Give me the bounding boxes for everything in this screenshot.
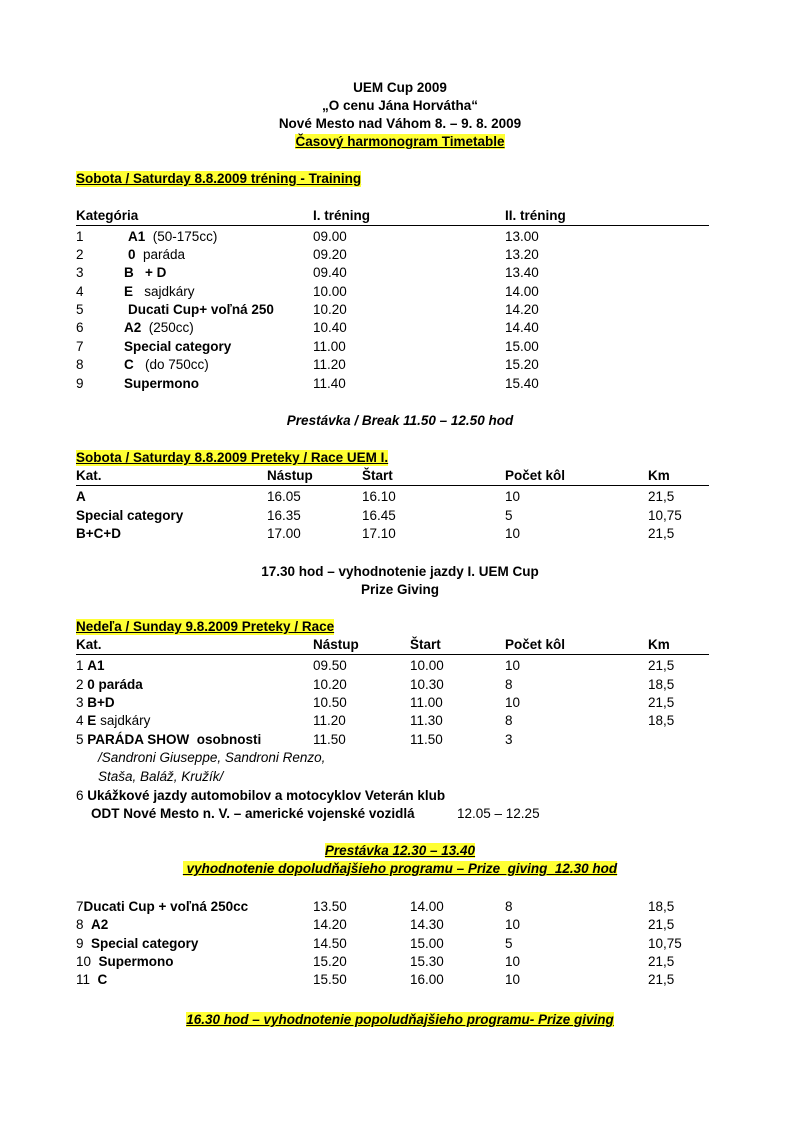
race-km: 21,5 [648, 526, 675, 541]
training-category [128, 229, 217, 245]
race-start: 17.10 [362, 526, 396, 541]
training-break: Prestávka / Break 11.50 – 12.50 hod [286, 413, 514, 428]
category-code: A2 [124, 320, 142, 335]
sunday-break-wrap [0, 843, 800, 859]
race-category: 0 paráda [87, 677, 143, 692]
race-laps: 5 [505, 508, 513, 523]
race-nastup: 14.50 [313, 936, 347, 951]
race-category: A1 [87, 658, 105, 673]
col-nastup: Nástup [267, 468, 313, 483]
race-nastup: 16.05 [267, 489, 301, 504]
training-time-2: 15.40 [505, 376, 539, 391]
race-km: 10,75 [648, 936, 682, 951]
training-row [76, 229, 84, 245]
training-time-1: 10.20 [313, 302, 347, 317]
race-start: 11.30 [410, 713, 443, 728]
training-category [128, 247, 185, 263]
sunday-race-rule [76, 654, 709, 655]
training-time-2: 13.40 [505, 265, 539, 280]
row-number: 1 [76, 658, 84, 673]
sunday-midday-eval-wrap [0, 861, 800, 877]
row-number: 5 [76, 732, 84, 747]
race-laps: 10 [505, 917, 521, 932]
training-header-rule [76, 225, 709, 226]
race-start: 14.00 [410, 899, 444, 914]
race-category: PARÁDA SHOW osobnosti [87, 732, 262, 747]
race-km: 18,5 [648, 677, 675, 692]
training-time-2: 15.00 [505, 339, 539, 354]
col-kat: Kat. [76, 468, 102, 483]
row-number: 2 [76, 677, 84, 692]
race-km: 18,5 [648, 899, 675, 914]
race-row [76, 677, 143, 693]
row-number: 9 [76, 936, 84, 951]
col-kategoria: Kategória [76, 208, 139, 223]
race-category: Special category [91, 936, 199, 951]
race-km: 21,5 [648, 917, 675, 932]
row-number: 11 [76, 972, 91, 987]
race-start: 15.30 [410, 954, 444, 969]
category-desc: paráda [143, 247, 186, 262]
col-training-2: II. tréning [505, 208, 566, 223]
training-category [124, 265, 166, 281]
race-category: C [97, 972, 108, 987]
sunday-race-heading: Nedeľa / Sunday 9.8.2009 Preteky / Race [76, 619, 335, 634]
race-category: B+C+D [76, 526, 122, 541]
training-time-1: 10.40 [313, 320, 347, 335]
race-laps: 10 [505, 526, 521, 541]
race-nastup: 15.20 [313, 954, 347, 969]
race-category: A [76, 489, 86, 504]
race-nastup: 16.35 [267, 508, 301, 523]
training-time-1: 11.20 [313, 357, 346, 372]
race-laps: 8 [505, 677, 513, 692]
training-time-2: 15.20 [505, 357, 539, 372]
category-code: C [124, 357, 134, 372]
race-row [76, 972, 107, 988]
col-start: Štart [362, 468, 393, 483]
category-code: Ducati Cup [128, 302, 200, 317]
parade-show-names-cont: Staša, Baláž, Kružík/ [98, 769, 224, 784]
training-category [124, 357, 209, 373]
category-desc: sajdkáry [144, 284, 195, 299]
race-row [76, 917, 108, 933]
race-row [76, 954, 174, 970]
category-desc: (250cc) [148, 320, 194, 335]
race-nastup: 15.50 [313, 972, 347, 987]
race-nastup: 10.20 [313, 677, 347, 692]
training-row [76, 357, 84, 373]
category-desc: + voľná 250 [199, 302, 274, 317]
race-nastup: 17.00 [267, 526, 301, 541]
category-code: A1 [128, 229, 146, 244]
race-laps: 5 [505, 936, 513, 951]
training-category [124, 339, 231, 355]
race-start: 16.10 [362, 489, 396, 504]
training-heading: Sobota / Saturday 8.8.2009 tréning - Training [76, 171, 362, 186]
veteran-demo-title: Ukážkové jazdy automobilov a motocyklov Veterán klub [87, 788, 446, 803]
race-row [76, 695, 115, 711]
race-start: 11.00 [410, 695, 443, 710]
training-row [76, 376, 84, 392]
final-eval-wrap [0, 1012, 800, 1028]
category-desc: (50-175cc) [152, 229, 218, 244]
race-km: 21,5 [648, 658, 675, 673]
race-nastup: 10.50 [313, 695, 347, 710]
row-number: 7 [76, 339, 84, 354]
training-time-2: 13.00 [505, 229, 539, 244]
saturday-prize-giving: Prize Giving [360, 582, 440, 597]
saturday-race-heading: Sobota / Saturday 8.8.2009 Preteky / Race UEM I. [76, 450, 389, 465]
race-nastup: 11.50 [313, 732, 346, 747]
row-number: 3 [76, 695, 84, 710]
race-category: E [87, 713, 97, 728]
row-number: 6 [76, 788, 84, 803]
timetable-title-wrap [0, 134, 800, 150]
training-time-1: 09.20 [313, 247, 347, 262]
sunday-midday-eval: vyhodnotenie dopoludňajšieho programu – Prize giving 12.30 hod [182, 861, 618, 876]
race-nastup: 11.20 [313, 713, 346, 728]
training-category [128, 302, 274, 318]
race-category: B+D [87, 695, 115, 710]
veteran-demo-time: 12.05 – 12.25 [457, 806, 540, 821]
timetable-title: Časový harmonogram Timetable [295, 134, 505, 149]
row-number: 7 [76, 899, 84, 914]
category-code: Supermono [124, 376, 200, 391]
category-code: B + D [124, 265, 167, 280]
training-time-2: 14.20 [505, 302, 539, 317]
training-category [124, 320, 194, 336]
training-category [124, 284, 195, 300]
col-nastup: Nástup [313, 637, 359, 652]
veteran-item [76, 788, 445, 804]
race-km: 10,75 [648, 508, 682, 523]
veteran-demo-subtitle: ODT Nové Mesto n. V. – americké vojenské vozidlá [91, 806, 415, 821]
category-desc: sajdkáry [100, 713, 151, 728]
row-number: 3 [76, 265, 84, 280]
race-start: 14.30 [410, 917, 444, 932]
category-code: E [124, 284, 134, 299]
training-category [124, 376, 199, 392]
race-laps: 8 [505, 713, 513, 728]
row-number: 4 [76, 284, 84, 299]
training-row [76, 339, 84, 355]
race-laps: 3 [505, 732, 513, 747]
saturday-evaluation: 17.30 hod – vyhodnotenie jazdy I. UEM Cup [261, 564, 539, 579]
race-row [76, 713, 150, 729]
training-time-2: 14.00 [505, 284, 539, 299]
row-number: 5 [76, 302, 84, 317]
training-row [76, 247, 84, 263]
row-number: 8 [76, 917, 84, 932]
training-time-2: 13.20 [505, 247, 539, 262]
training-time-1: 09.00 [313, 229, 347, 244]
row-number: 8 [76, 357, 84, 372]
row-number: 2 [76, 247, 84, 262]
doc-subtitle: „O cenu Jána Horvátha“ [321, 98, 479, 113]
parade-show-names: /Sandroni Giuseppe, Sandroni Renzo, [98, 750, 326, 765]
race-km: 21,5 [648, 695, 675, 710]
race-km: 21,5 [648, 972, 675, 987]
row-number: 6 [76, 320, 84, 335]
col-pocet: Počet kôl [505, 468, 566, 483]
race-laps: 10 [505, 972, 521, 987]
col-kat: Kat. [76, 637, 102, 652]
race-nastup: 09.50 [313, 658, 347, 673]
saturday-race-rule [76, 485, 709, 486]
race-laps: 8 [505, 899, 513, 914]
race-row [76, 936, 198, 952]
race-laps: 10 [505, 489, 521, 504]
race-laps: 10 [505, 954, 521, 969]
training-row [76, 320, 84, 336]
doc-title: UEM Cup 2009 [353, 80, 447, 95]
col-start: Štart [410, 637, 441, 652]
row-number: 4 [76, 713, 84, 728]
col-km: Km [648, 637, 670, 652]
final-prize-giving: 16.30 hod – vyhodnotenie popoludňajšieho programu- Prize giving [186, 1012, 614, 1027]
category-desc: (do 750cc) [145, 357, 209, 372]
race-row [76, 658, 105, 674]
training-row [76, 265, 84, 281]
race-km: 21,5 [648, 489, 675, 504]
race-category: Supermono [98, 954, 174, 969]
race-category: Special category [76, 508, 184, 523]
col-training-1: I. tréning [313, 208, 370, 223]
training-row [76, 284, 84, 300]
col-pocet: Počet kôl [505, 637, 566, 652]
race-nastup: 14.20 [313, 917, 347, 932]
race-km: 21,5 [648, 954, 675, 969]
race-start: 15.00 [410, 936, 444, 951]
row-number: 1 [76, 229, 84, 244]
doc-location-date: Nové Mesto nad Váhom 8. – 9. 8. 2009 [278, 116, 522, 131]
race-row [76, 732, 261, 748]
race-row [76, 899, 248, 915]
training-time-1: 11.40 [313, 376, 346, 391]
training-time-1: 10.00 [313, 284, 347, 299]
race-start: 10.30 [410, 677, 444, 692]
race-nastup: 13.50 [313, 899, 347, 914]
category-code: 0 [128, 247, 136, 262]
race-laps: 10 [505, 695, 521, 710]
category-code: Special category [124, 339, 232, 354]
race-start: 11.50 [410, 732, 443, 747]
race-category: A2 [91, 917, 109, 932]
race-start: 16.00 [410, 972, 444, 987]
race-laps: 10 [505, 658, 521, 673]
training-time-1: 11.00 [313, 339, 346, 354]
training-time-2: 14.40 [505, 320, 539, 335]
col-km: Km [648, 468, 670, 483]
race-start: 16.45 [362, 508, 396, 523]
training-row [76, 302, 84, 318]
race-start: 10.00 [410, 658, 444, 673]
race-km: 18,5 [648, 713, 675, 728]
row-number: 10 [76, 954, 92, 969]
row-number: 9 [76, 376, 84, 391]
race-category: Ducati Cup + voľná 250cc [83, 899, 249, 914]
training-time-1: 09.40 [313, 265, 347, 280]
sunday-break: Prestávka 12.30 – 13.40 [324, 843, 476, 858]
